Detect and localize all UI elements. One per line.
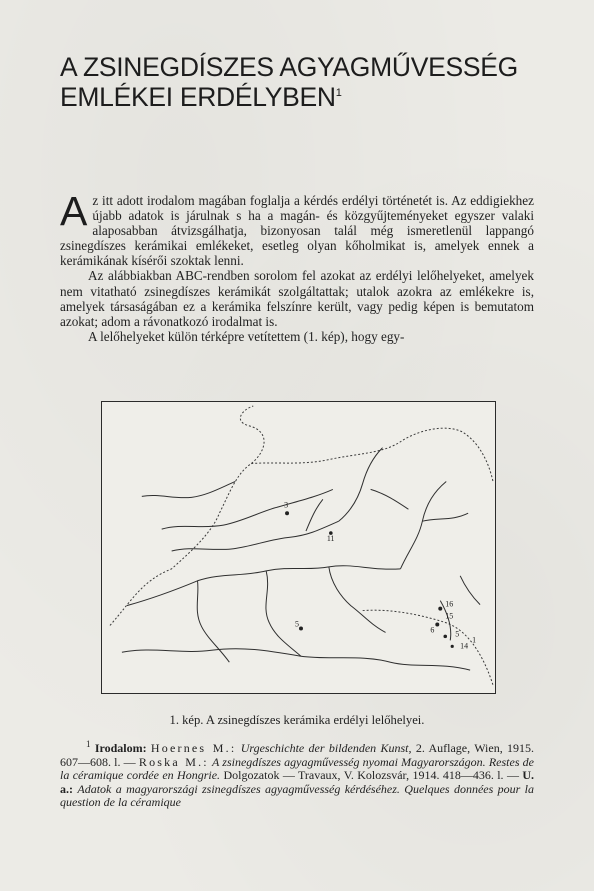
site-marker	[443, 635, 447, 639]
river	[122, 649, 301, 657]
river	[266, 571, 301, 656]
paragraph-2: Az alábbiakban ABC-rendben sorolom fel azokat az erdélyi lelőhelyeket, amelyek nem vitatható zsinegdíszes kerámikát szolgáltattak; utalok azokra az emlékekre is, amelyek társaságában ez a kerámika felszínre került, vagy pedig képen is bemutatom azokat; adom a rávonatkozó irodalmat is.	[60, 268, 534, 329]
footnote-author-1: Hoernes M.:	[150, 741, 237, 755]
river	[460, 576, 480, 605]
river	[142, 481, 236, 497]
footnote-label: Irodalom:	[94, 741, 147, 755]
site-label: 16	[445, 599, 454, 609]
river	[422, 513, 468, 521]
paragraph-1-text: z itt adott irodalom magában foglalja a kérdés erdélyi történetét is. Az eddigiekhez újabb adatok is járulnak s ha a magán- és közgyűjteményeket egyszer valaki alaposabban átvizsgálhatja, bizonyosan talál még ismeretlenül lappangó zsinegdíszes kerámikai emlékeket, esetleg olyan kőholmikat is, amelyek ennek a kerámikának kísérői szoktak lenni.	[60, 193, 534, 269]
footnote-title-1: Urgeschichte der bildenden Kunst,	[240, 741, 412, 755]
footnote	[60, 739, 535, 810]
site-label: 5	[455, 629, 460, 639]
site-label: 3	[284, 500, 289, 510]
river	[172, 521, 339, 551]
paragraph-3: A lelőhelyeket külön térképre vetítettem (1. kép), hogy egy-	[88, 328, 405, 344]
footnote-ref-1: 2. Auflage, Wien, 1915. 607—608. l. —	[60, 741, 535, 769]
river	[400, 481, 446, 568]
river	[162, 489, 333, 529]
river	[301, 656, 470, 670]
footnote-marker: 1	[86, 739, 91, 749]
title-line-2: EMLÉKEI ERDÉLYBEN	[60, 82, 336, 112]
sites-map	[101, 401, 496, 694]
site-markers	[285, 511, 454, 648]
footnote-text	[60, 739, 535, 810]
map-border-line	[110, 406, 493, 685]
paragraph-1	[60, 188, 534, 269]
river	[339, 448, 383, 521]
site-labels	[284, 500, 476, 650]
title-footnote-marker: 1	[335, 87, 342, 100]
river	[306, 499, 323, 531]
site-label: 14	[460, 641, 469, 651]
footnote-author-3: U. a.:	[60, 768, 535, 796]
site-marker	[451, 645, 454, 648]
river	[371, 489, 409, 509]
river	[329, 567, 386, 633]
site-marker	[438, 607, 442, 611]
site-marker	[299, 626, 303, 630]
figure-caption: 1. kép. A zsinegdíszes kerámika erdélyi lelőhelyei.	[169, 713, 425, 727]
site-marker	[435, 622, 439, 626]
river	[127, 566, 401, 606]
site-marker	[285, 511, 289, 515]
article-title	[60, 52, 540, 112]
footnote-title-3: Adatok a magyarországi zsinegdíszes agyagművesség kérdéséhez. Quelques données pour la question de la céramique	[60, 781, 535, 810]
footnote-title-2: A zsinegdíszes agyagművesség nyomai Magyarországon. Restes de la céramique cordée en Hongrie.	[60, 754, 534, 783]
footnote-ref-2: Dolgozatok — Travaux, V. Kolozsvár, 1914. 418—436. l. —	[223, 768, 519, 783]
site-label: 5	[295, 619, 299, 629]
site-label: 6	[430, 625, 435, 635]
site-label: 15	[445, 611, 454, 621]
drop-cap: A	[60, 188, 88, 234]
footnote-author-2: Roska M.:	[138, 754, 209, 769]
title-line-1: A ZSINEGDÍSZES AGYAGMŰVESSÉG	[60, 52, 518, 82]
map-rivers	[122, 448, 480, 670]
article-body	[60, 188, 534, 344]
site-label: 1	[472, 635, 477, 645]
site-label: 11	[326, 534, 335, 544]
map-drawing	[102, 402, 495, 693]
